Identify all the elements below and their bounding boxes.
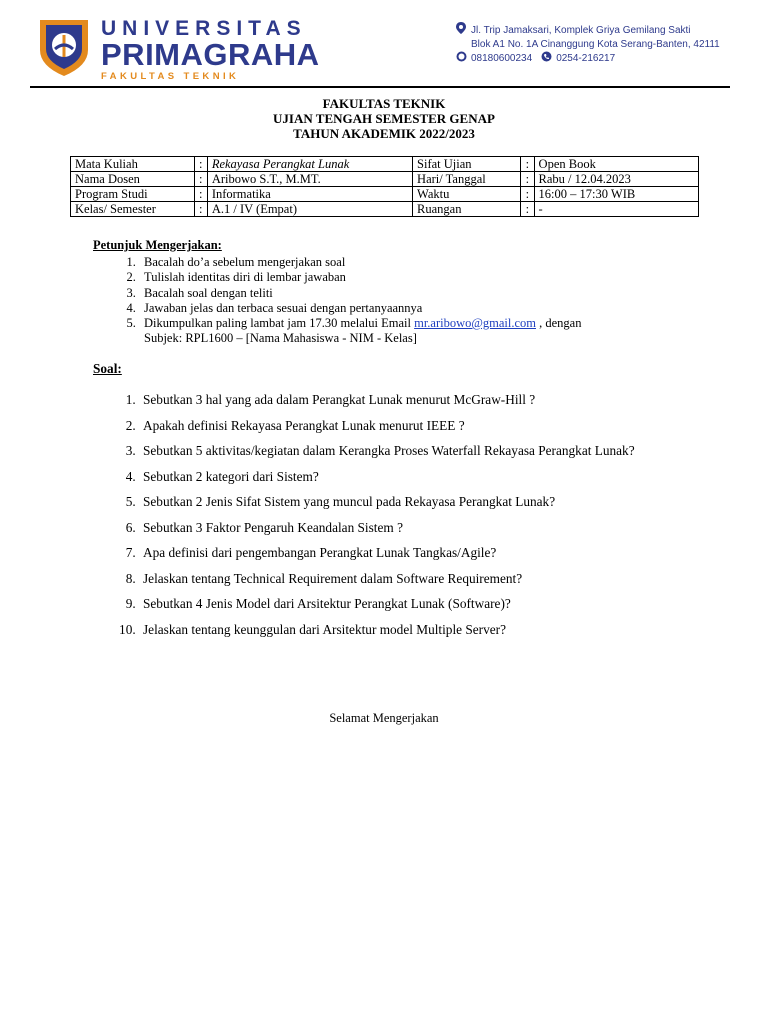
question-item: 9. Sebutkan 4 Jenis Model dari Arsitektur Perangkat Lunak (Software)? [139,591,699,617]
colon: : [521,157,534,172]
table-row [71,187,699,202]
instructions-title: Petunjuk Mengerjakan: [93,238,222,252]
contact-info [455,22,720,66]
submission-suffix: , dengan [536,316,582,331]
list-item: 4. Jawaban jelas dan terbaca sesuai dengan pertanyaannya [139,301,581,316]
question-item: 4. Sebutkan 2 kategori dari Sistem? [139,464,699,490]
label-course: Mata Kuliah [71,157,195,172]
submission-subject: Subjek: RPL1600 – [Nama Mahasiswa - NIM - Kelas] [144,331,417,346]
address-line1: Jl. Trip Jamaksari, Komplek Griya Gemilang Sakti [471,24,691,36]
colon: : [521,172,534,187]
letterhead [0,0,768,92]
phone-icon [540,51,552,66]
list-item [139,316,581,346]
table-row [71,202,699,217]
email-link[interactable]: mr.aribowo@gmail.com [414,316,536,331]
whatsapp-icon [455,51,467,66]
list-item: 3. Bacalah soal dengan teliti [139,286,581,301]
exam-title [0,96,768,141]
colon: : [194,157,207,172]
question-item: 1. Sebutkan 3 hal yang ada dalam Perangkat Lunak menurut McGraw-Hill ? [139,387,699,413]
university-line2: PRIMAGRAHA [101,37,320,72]
list-item: 1. Bacalah do’a sebelum mengerjakan soal [139,255,581,270]
address-row-2 [455,38,720,51]
location-pin-icon [455,22,467,38]
value-program: Informatika [207,187,412,202]
closing-text: Selamat Mengerjakan [329,711,439,725]
question-item: 5. Sebutkan 2 Jenis Sifat Sistem yang muncul pada Rekayasa Perangkat Lunak? [139,489,699,515]
colon: : [194,172,207,187]
value-time: 16:00 – 17:30 WIB [534,187,698,202]
phone-number-2: 0254-216217 [556,53,616,64]
value-date: Rabu / 12.04.2023 [534,172,698,187]
questions-section [93,361,699,642]
question-item: 3. Sebutkan 5 aktivitas/kegiatan dalam Kerangka Proses Waterfall Rekayasa Perangkat Lunak? [139,438,699,464]
title-line1: FAKULTAS TEKNIK [322,96,446,111]
title-line2: UJIAN TENGAH SEMESTER GENAP [273,111,495,126]
question-item: 2. Apakah definisi Rekayasa Perangkat Lunak menurut IEEE ? [139,413,699,439]
instructions-list [93,255,581,346]
phone-row [455,51,720,66]
exam-info-table [70,156,699,217]
colon: : [521,187,534,202]
table-row [71,157,699,172]
questions-title: Soal: [93,361,122,376]
colon: : [194,202,207,217]
university-shield-logo-icon [36,16,92,78]
questions-list [93,387,699,642]
phone-number-1: 08180600234 [471,53,533,64]
table-row [71,172,699,187]
value-course: Rekayasa Perangkat Lunak [207,157,412,172]
question-item: 6. Sebutkan 3 Faktor Pengaruh Keandalan Sistem ? [139,515,699,541]
label-time: Waktu [413,187,521,202]
university-line1: UNIVERSITAS [101,17,307,40]
label-program: Program Studi [71,187,195,202]
question-item: 8. Jelaskan tentang Technical Requirement dalam Software Requirement? [139,566,699,592]
value-room: - [534,202,698,217]
instructions-section [93,238,581,346]
colon: : [521,202,534,217]
value-exam-type: Open Book [534,157,698,172]
submission-text: Dikumpulkan paling lambat jam 17.30 melalui Email [144,316,415,331]
address-row [455,22,720,38]
colon: : [194,187,207,202]
value-lecturer: Aribowo S.T., M.MT. [207,172,412,187]
label-room: Ruangan [413,202,521,217]
university-name [101,18,320,83]
label-date: Hari/ Tanggal [413,172,521,187]
question-item: 7. Apa definisi dari pengembangan Perangkat Lunak Tangkas/Agile? [139,540,699,566]
list-item: 2. Tulislah identitas diri di lembar jawaban [139,270,581,285]
label-lecturer: Nama Dosen [71,172,195,187]
faculty-line: FAKULTAS TEKNIK [101,71,240,82]
question-item: 10. Jelaskan tentang keunggulan dari Arsitektur model Multiple Server? [139,617,699,643]
label-class: Kelas/ Semester [71,202,195,217]
header-divider [30,86,730,88]
address-line2: Blok A1 No. 1A Cinanggung Kota Serang-Banten, 42111 [471,39,720,50]
value-class: A.1 / IV (Empat) [207,202,412,217]
label-exam-type: Sifat Ujian [413,157,521,172]
title-line3: TAHUN AKADEMIK 2022/2023 [293,126,475,141]
